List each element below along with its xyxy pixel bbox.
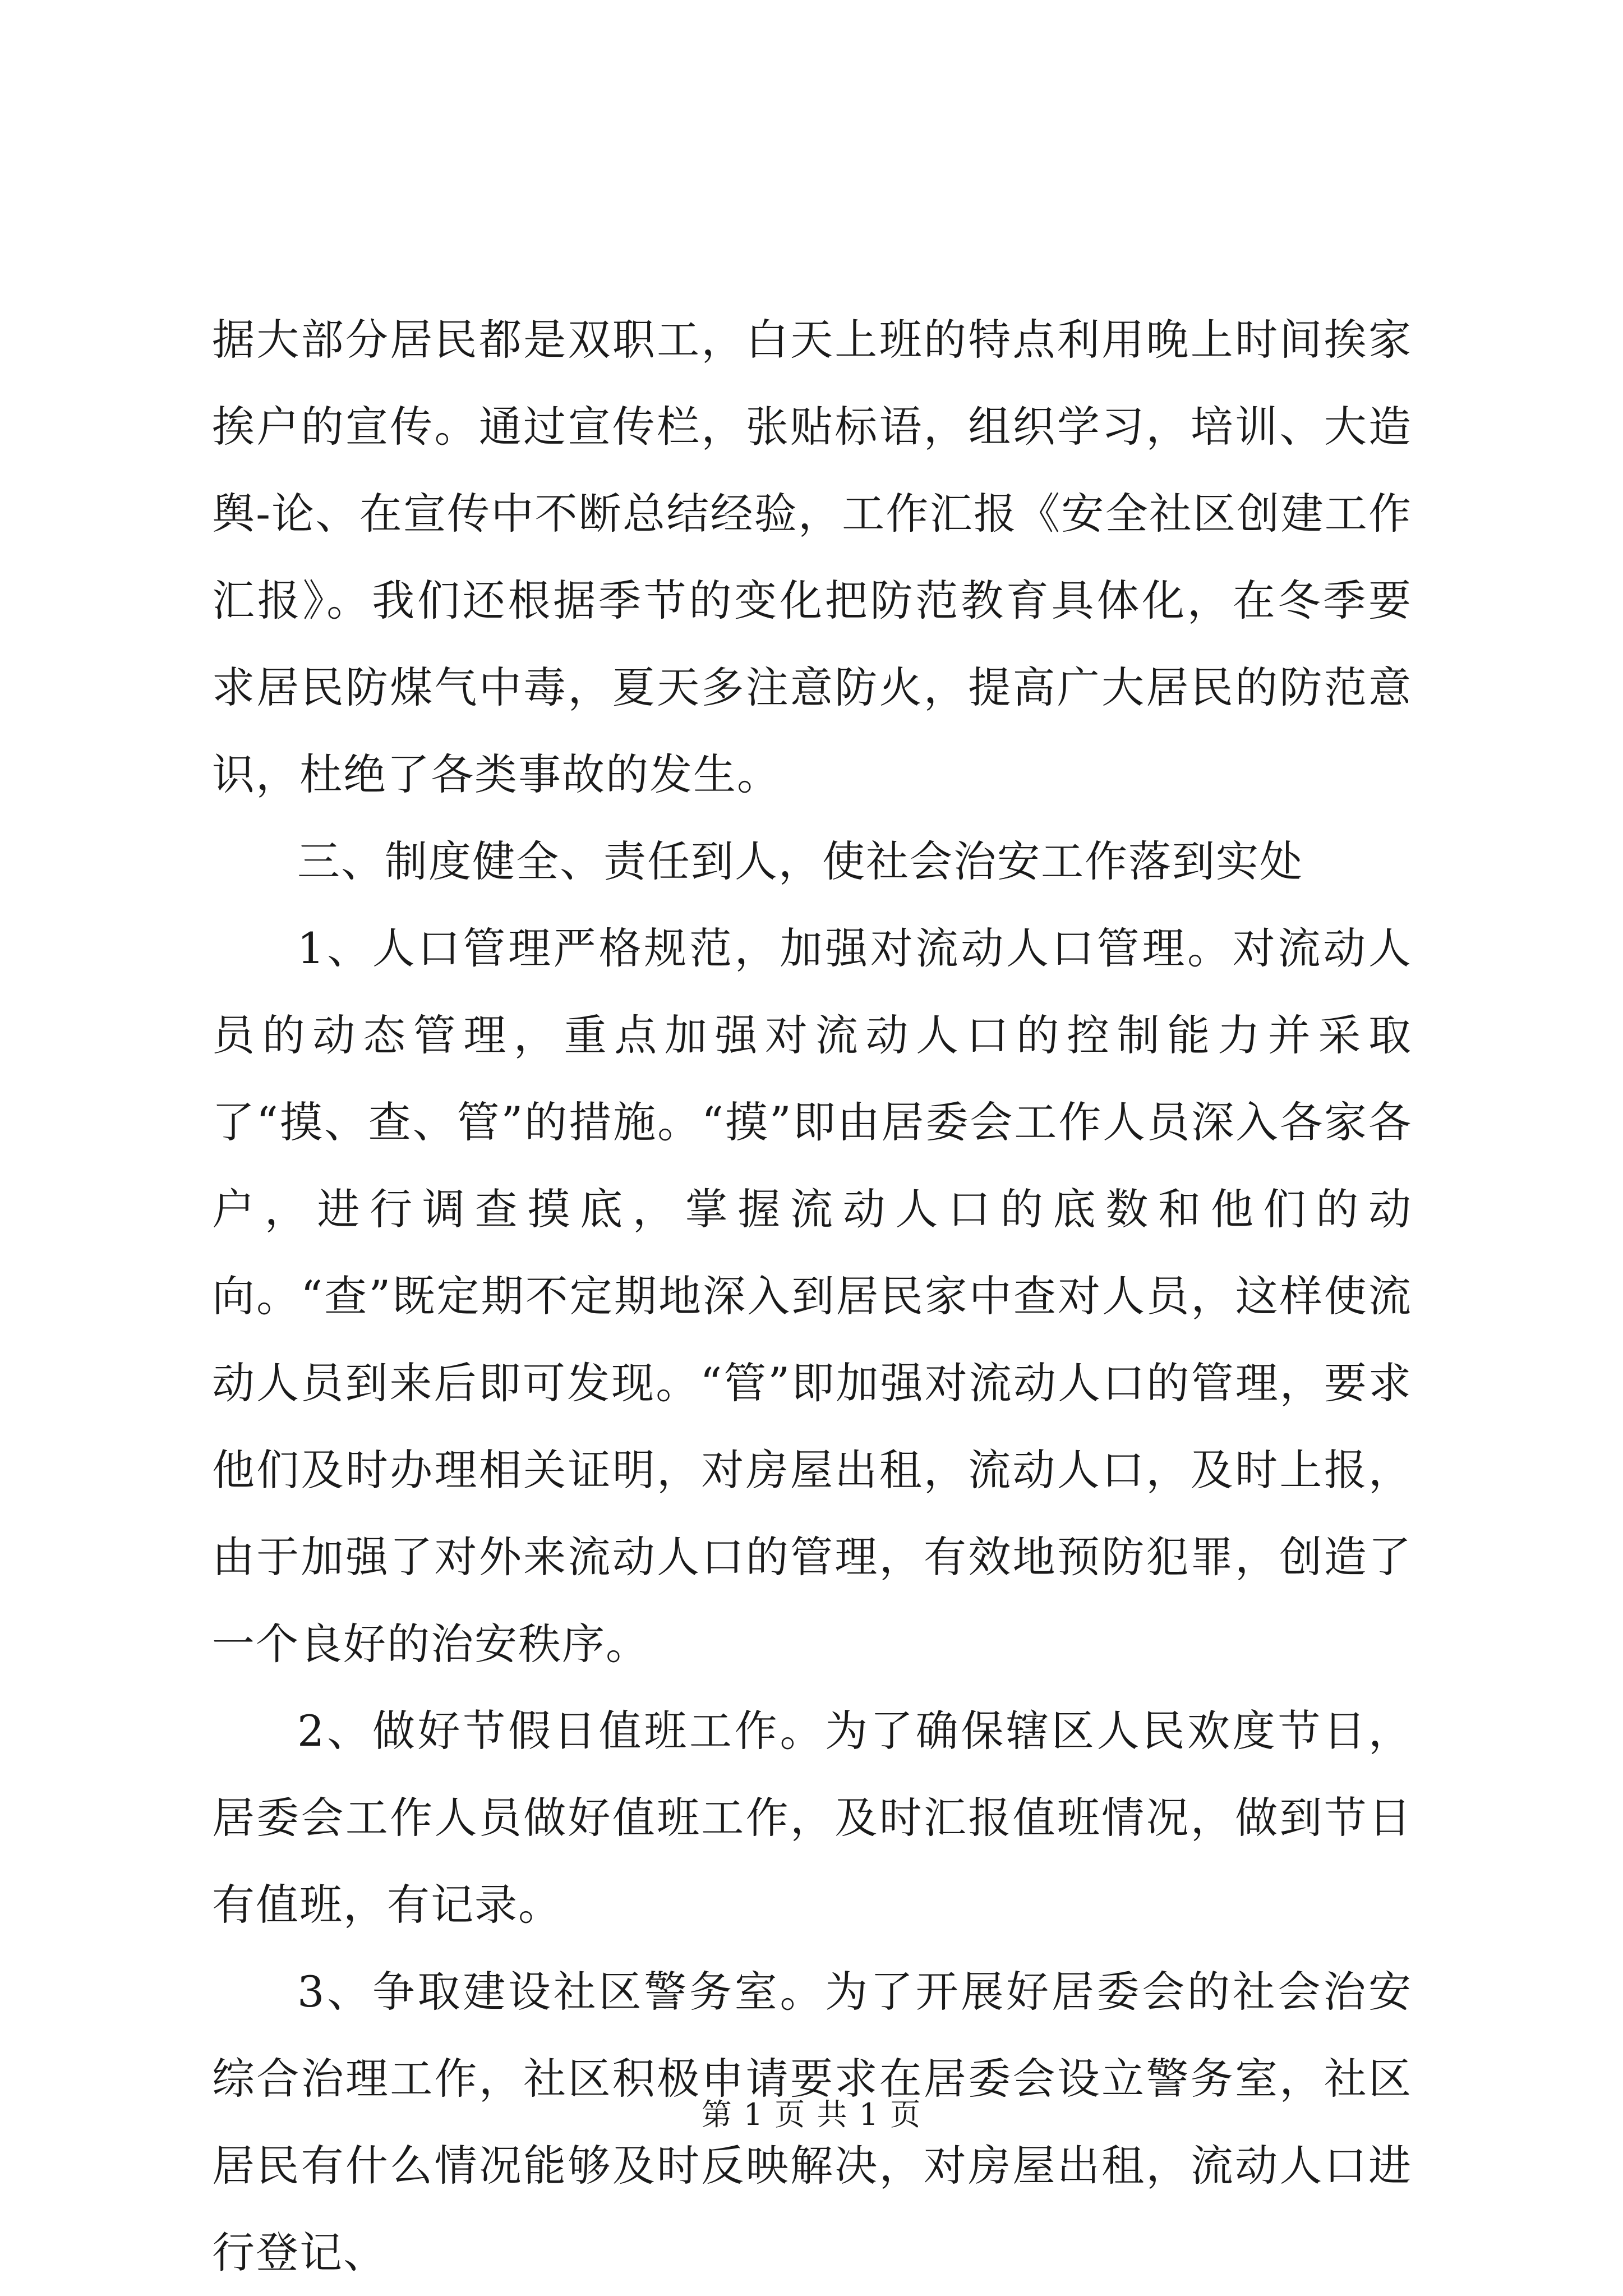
paragraph-police-office: 3、争取建设社区警务室。为了开展好居委会的社会治安综合治理工作，社区积极申请要求在居委会设立警务室，社区居民有什么情况能够及时反映解决，对房屋出租，流动人口进行登记、	[212, 1967, 1412, 2277]
paragraph-population-management: 1、人口管理严格规范，加强对流动人口管理。对流动人员的动态管理，重点加强对流动人口的控制能力并采取了“摸、查、管”的措施。“摸”即由居委会工作人员深入各家各户，进行调查摸底，掌握流动人口的底数和他们的动向。“查”既定期不定期地深入到居民家中查对人员，这样使流动人员到来后即可发现。“管”即加强对流动人口的管理，要求他们及时办理相关证明，对房屋出租，流动人口，及时上报，由于加强了对外来流动人口的管理，有效地预防犯罪，创造了一个良好的治安秩序。	[212, 923, 1412, 1669]
paragraph-holiday-duty: 2、做好节假日值班工作。为了确保辖区人民欢度节日，居委会工作人员做好值班工作，及时汇报值班情况，做到节日有值班，有记录。	[212, 1706, 1412, 1930]
paragraph-1: 据大部分居民都是双职工，白天上班的特点利用晚上时间挨家挨户的宣传。通过宣传栏，张贴标语，组织学习，培训、大造舆-论、在宣传中不断总结经验，工作汇报《安全社区创建工作汇报》。我们还根据季节的变化把防范教育具体化，在冬季要求居民防煤气中毒，夏天多注意防火，提高广大居民的防范意识，杜绝了各类事故的发生。	[212, 315, 1412, 799]
page-footer: 第 1 页 共 1 页	[701, 2097, 922, 2132]
document-body	[212, 296, 1412, 2296]
section-heading-3: 三、制度健全、责任到人，使社会治安工作落到实处	[297, 836, 1303, 886]
